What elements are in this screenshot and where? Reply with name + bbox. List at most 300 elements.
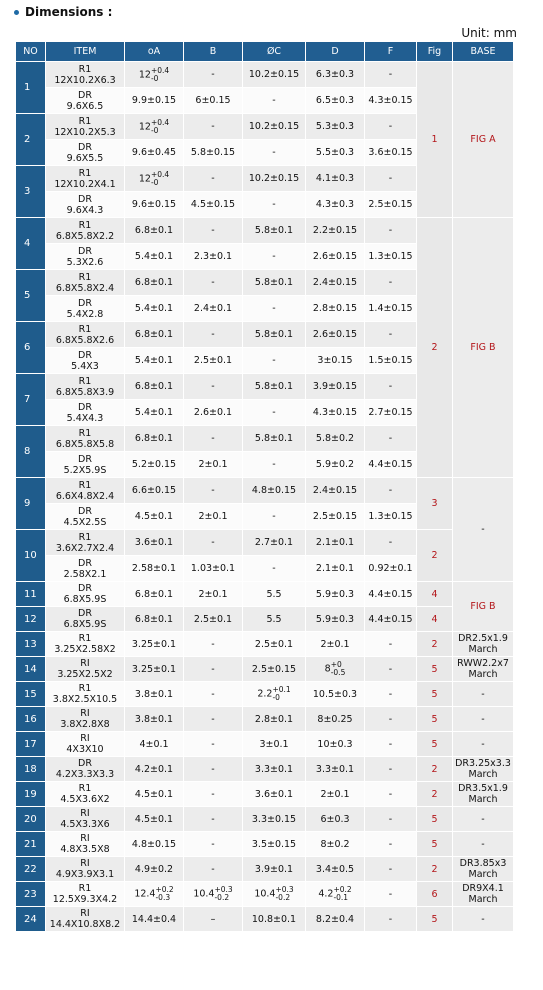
b-tolerance: +0.3 -0.2 — [214, 885, 233, 902]
base-cell: RWW2.2x7 March — [453, 657, 514, 682]
header-row — [16, 42, 514, 62]
c-tolerance: +0.3 -0.2 — [275, 885, 294, 902]
table-row — [16, 530, 514, 556]
row-number: 20 — [16, 807, 46, 832]
section-title: Dimensions : — [25, 5, 113, 19]
table-row — [16, 62, 514, 88]
b-cell: - — [184, 832, 243, 857]
b-cell: - — [184, 322, 243, 348]
d-cell: 2.5±0.15 — [306, 504, 365, 530]
d-cell: 4.3±0.3 — [306, 192, 365, 218]
base-cell: - — [453, 682, 514, 707]
f-cell: - — [365, 322, 417, 348]
item-cell: R1 3.25X2.58X2 — [46, 632, 125, 657]
c-cell: - — [243, 452, 306, 478]
b-cell: - — [184, 530, 243, 556]
base-cell: DR9X4.1 March — [453, 882, 514, 907]
f-cell: - — [365, 426, 417, 452]
base-cell: FIG B — [453, 218, 514, 478]
table-row — [16, 707, 514, 732]
row-number: 19 — [16, 782, 46, 807]
d-cell: 2.6±0.15 — [306, 244, 365, 270]
base-cell: DR3.85x3 March — [453, 857, 514, 882]
oa-cell: 14.4±0.4 — [125, 907, 184, 932]
col-header-no: NO — [16, 42, 46, 62]
item-cell: DR 9.6X5.5 — [46, 140, 125, 166]
oa-cell: 5.4±0.1 — [125, 348, 184, 374]
table-row — [16, 632, 514, 657]
row-number: 16 — [16, 707, 46, 732]
oa-cell: 4.5±0.1 — [125, 807, 184, 832]
item-cell: DR 5.2X5.9S — [46, 452, 125, 478]
fig-cell: 2 — [417, 632, 453, 657]
fig-cell: 2 — [417, 218, 453, 478]
d-cell: 5.9±0.3 — [306, 582, 365, 607]
c-cell: 10.2±0.15 — [243, 114, 306, 140]
fig-cell: 5 — [417, 707, 453, 732]
f-cell: - — [365, 530, 417, 556]
oa-value: 12.4 — [134, 888, 156, 900]
b-cell: - — [184, 218, 243, 244]
b-cell: 5.8±0.15 — [184, 140, 243, 166]
row-number: 18 — [16, 757, 46, 782]
f-cell: - — [365, 857, 417, 882]
row-number: 1 — [16, 62, 46, 114]
d-cell: 8±0.2 — [306, 832, 365, 857]
fig-cell: 5 — [417, 732, 453, 757]
row-number: 8 — [16, 426, 46, 478]
d-tolerance: +0.2 -0.1 — [333, 885, 352, 902]
bullet-icon — [14, 10, 19, 15]
row-number: 5 — [16, 270, 46, 322]
f-cell: 0.92±0.1 — [365, 556, 417, 582]
item-cell: RI 4X3X10 — [46, 732, 125, 757]
oa-cell: 5.4±0.1 — [125, 296, 184, 322]
oa-cell: 6.8±0.1 — [125, 218, 184, 244]
item-cell: R1 6.8X5.8X3.9 — [46, 374, 125, 400]
oa-tolerance: +0.2 -0.3 — [155, 885, 174, 902]
table-row — [16, 907, 514, 932]
b-value: 10.4 — [193, 888, 215, 900]
b-cell: 2±0.1 — [184, 504, 243, 530]
f-cell: 3.6±0.15 — [365, 140, 417, 166]
oa-cell: 9.9±0.15 — [125, 88, 184, 114]
b-cell: 2.3±0.1 — [184, 244, 243, 270]
item-cell: RI 14.4X10.8X8.2 — [46, 907, 125, 932]
base-cell: - — [453, 907, 514, 932]
b-cell: 2±0.1 — [184, 582, 243, 607]
f-cell: - — [365, 832, 417, 857]
d-cell — [306, 657, 365, 682]
oa-cell: 4.5±0.1 — [125, 782, 184, 807]
item-cell: R1 12.5X9.3X4.2 — [46, 882, 125, 907]
oa-cell: 9.6±0.15 — [125, 192, 184, 218]
b-cell: - — [184, 426, 243, 452]
fig-cell: 2 — [417, 782, 453, 807]
item-cell: R1 12X10.2X5.3 — [46, 114, 125, 140]
d-cell: 2±0.1 — [306, 632, 365, 657]
f-cell: - — [365, 374, 417, 400]
oa-cell — [125, 114, 184, 140]
c-cell: 5.8±0.1 — [243, 374, 306, 400]
item-cell: RI 3.25X2.5X2 — [46, 657, 125, 682]
row-number: 9 — [16, 478, 46, 530]
c-cell: 3.6±0.1 — [243, 782, 306, 807]
f-cell: - — [365, 732, 417, 757]
f-cell: - — [365, 114, 417, 140]
item-cell: DR 9.6X6.5 — [46, 88, 125, 114]
row-number: 7 — [16, 374, 46, 426]
row-number: 4 — [16, 218, 46, 270]
b-cell: – — [184, 907, 243, 932]
d-cell: 2.4±0.15 — [306, 270, 365, 296]
d-cell: 10.5±0.3 — [306, 682, 365, 707]
fig-cell: 4 — [417, 607, 453, 632]
base-cell: FIG B — [453, 582, 514, 632]
row-number: 12 — [16, 607, 46, 632]
b-cell: - — [184, 782, 243, 807]
c-cell: - — [243, 192, 306, 218]
table-row — [16, 807, 514, 832]
item-cell: R1 12X10.2X6.3 — [46, 62, 125, 88]
f-cell: - — [365, 270, 417, 296]
b-cell: 6±0.15 — [184, 88, 243, 114]
c-cell: 3.3±0.1 — [243, 757, 306, 782]
row-number: 17 — [16, 732, 46, 757]
oa-cell: 3.25±0.1 — [125, 657, 184, 682]
oa-cell: 4.9±0.2 — [125, 857, 184, 882]
c-cell: 2.5±0.1 — [243, 632, 306, 657]
oa-cell: 6.8±0.1 — [125, 582, 184, 607]
table-row — [16, 478, 514, 504]
f-cell: - — [365, 166, 417, 192]
item-cell: RI 4.5X3.3X6 — [46, 807, 125, 832]
oa-cell — [125, 166, 184, 192]
f-cell: - — [365, 707, 417, 732]
c-cell: 3.3±0.15 — [243, 807, 306, 832]
base-cell: - — [453, 807, 514, 832]
unit-label: Unit: mm — [461, 26, 517, 40]
oa-cell: 6.8±0.1 — [125, 374, 184, 400]
fig-cell: 6 — [417, 882, 453, 907]
b-cell — [184, 882, 243, 907]
d-cell: 5.8±0.2 — [306, 426, 365, 452]
row-number: 23 — [16, 882, 46, 907]
oa-cell: 3.8±0.1 — [125, 682, 184, 707]
oa-cell: 9.6±0.45 — [125, 140, 184, 166]
f-cell: 4.3±0.15 — [365, 88, 417, 114]
c-cell: 5.5 — [243, 607, 306, 632]
item-cell: DR 2.58X2.1 — [46, 556, 125, 582]
oa-cell: 2.58±0.1 — [125, 556, 184, 582]
table-row — [16, 607, 514, 632]
table-row — [16, 782, 514, 807]
b-cell: - — [184, 166, 243, 192]
col-header-c: ØC — [243, 42, 306, 62]
oa-cell: 3.25±0.1 — [125, 632, 184, 657]
oa-value: 12 — [138, 121, 151, 132]
c-cell: - — [243, 244, 306, 270]
d-tolerance: +0 -0.5 — [330, 660, 346, 677]
c-cell: - — [243, 348, 306, 374]
oa-tolerance: +0.4 -0 — [150, 117, 170, 135]
table-row — [16, 682, 514, 707]
fig-cell: 2 — [417, 857, 453, 882]
f-cell: - — [365, 657, 417, 682]
b-cell: 2.4±0.1 — [184, 296, 243, 322]
oa-cell: 5.2±0.15 — [125, 452, 184, 478]
d-cell: 8.2±0.4 — [306, 907, 365, 932]
f-cell: - — [365, 782, 417, 807]
b-cell: - — [184, 270, 243, 296]
col-header-b: B — [184, 42, 243, 62]
item-cell: R1 3.6X2.7X2.4 — [46, 530, 125, 556]
b-cell: - — [184, 478, 243, 504]
base-cell: DR2.5x1.9 March — [453, 632, 514, 657]
f-cell: - — [365, 682, 417, 707]
c-cell: 2.5±0.15 — [243, 657, 306, 682]
oa-cell: 5.4±0.1 — [125, 244, 184, 270]
b-cell: - — [184, 732, 243, 757]
fig-cell: 3 — [417, 478, 453, 530]
d-cell: 6±0.3 — [306, 807, 365, 832]
c-cell: - — [243, 556, 306, 582]
fig-cell: 5 — [417, 657, 453, 682]
d-cell: 6.3±0.3 — [306, 62, 365, 88]
table-row — [16, 582, 514, 607]
table-row — [16, 657, 514, 682]
f-cell: - — [365, 882, 417, 907]
c-value: 2.2 — [257, 688, 273, 700]
d-cell: 5.3±0.3 — [306, 114, 365, 140]
item-cell: R1 3.8X2.5X10.5 — [46, 682, 125, 707]
b-cell: - — [184, 707, 243, 732]
base-cell: - — [453, 732, 514, 757]
b-cell: - — [184, 62, 243, 88]
item-cell: DR 5.4X3 — [46, 348, 125, 374]
oa-cell: 4.5±0.1 — [125, 504, 184, 530]
col-header-item: ITEM — [46, 42, 125, 62]
base-cell: DR3.5x1.9 March — [453, 782, 514, 807]
item-cell: DR 6.8X5.9S — [46, 607, 125, 632]
d-cell: 3.9±0.15 — [306, 374, 365, 400]
fig-cell: 2 — [417, 530, 453, 582]
table-row — [16, 882, 514, 907]
c-cell: 2.7±0.1 — [243, 530, 306, 556]
d-cell: 3±0.15 — [306, 348, 365, 374]
c-cell: 3±0.1 — [243, 732, 306, 757]
oa-value: 12 — [138, 69, 151, 80]
row-number: 15 — [16, 682, 46, 707]
row-number: 14 — [16, 657, 46, 682]
c-cell: - — [243, 504, 306, 530]
f-cell: 1.5±0.15 — [365, 348, 417, 374]
item-cell: RI 3.8X2.8X8 — [46, 707, 125, 732]
fig-cell: 4 — [417, 582, 453, 607]
f-cell: 1.3±0.15 — [365, 504, 417, 530]
c-cell: 10.2±0.15 — [243, 166, 306, 192]
base-cell: DR3.25x3.3 March — [453, 757, 514, 782]
f-cell: - — [365, 757, 417, 782]
c-cell: - — [243, 296, 306, 322]
c-cell: 5.8±0.1 — [243, 322, 306, 348]
row-number: 6 — [16, 322, 46, 374]
table-row — [16, 218, 514, 244]
item-cell: R1 6.8X5.8X5.8 — [46, 426, 125, 452]
fig-cell: 1 — [417, 62, 453, 218]
oa-tolerance: +0.4 -0 — [150, 169, 170, 187]
dimensions-table — [15, 41, 514, 932]
c-cell: 5.8±0.1 — [243, 426, 306, 452]
base-cell: - — [453, 478, 514, 582]
base-cell: - — [453, 707, 514, 732]
c-cell: 5.5 — [243, 582, 306, 607]
d-cell: 4.1±0.3 — [306, 166, 365, 192]
oa-cell: 6.8±0.1 — [125, 426, 184, 452]
f-cell: - — [365, 478, 417, 504]
oa-cell: 4.8±0.15 — [125, 832, 184, 857]
d-cell: 2.1±0.1 — [306, 556, 365, 582]
d-cell: 2.1±0.1 — [306, 530, 365, 556]
row-number: 2 — [16, 114, 46, 166]
d-cell: 5.9±0.3 — [306, 607, 365, 632]
f-cell: 1.3±0.15 — [365, 244, 417, 270]
c-cell: 5.8±0.1 — [243, 270, 306, 296]
section-heading — [10, 3, 112, 21]
item-cell: R1 6.6X4.8X2.4 — [46, 478, 125, 504]
d-cell — [306, 882, 365, 907]
item-cell: DR 5.4X2.8 — [46, 296, 125, 322]
d-cell: 5.5±0.3 — [306, 140, 365, 166]
item-cell: R1 4.5X3.6X2 — [46, 782, 125, 807]
d-cell: 5.9±0.2 — [306, 452, 365, 478]
base-cell: - — [453, 832, 514, 857]
fig-cell: 5 — [417, 807, 453, 832]
c-cell — [243, 882, 306, 907]
row-number: 10 — [16, 530, 46, 582]
oa-cell: 4±0.1 — [125, 732, 184, 757]
d-value: 4.2 — [318, 888, 334, 900]
oa-cell: 6.8±0.1 — [125, 270, 184, 296]
d-cell: 2.4±0.15 — [306, 478, 365, 504]
col-header-f: F — [365, 42, 417, 62]
item-cell: DR 4.2X3.3X3.3 — [46, 757, 125, 782]
f-cell: 2.7±0.15 — [365, 400, 417, 426]
oa-cell: 5.4±0.1 — [125, 400, 184, 426]
c-cell: 3.5±0.15 — [243, 832, 306, 857]
d-cell: 4.3±0.15 — [306, 400, 365, 426]
oa-value: 12 — [138, 173, 151, 184]
b-cell: 1.03±0.1 — [184, 556, 243, 582]
item-cell: R1 12X10.2X4.1 — [46, 166, 125, 192]
f-cell: 4.4±0.15 — [365, 607, 417, 632]
f-cell: - — [365, 62, 417, 88]
c-tolerance: +0.1 -0 — [272, 685, 291, 702]
b-cell: - — [184, 682, 243, 707]
b-cell: - — [184, 632, 243, 657]
row-number: 24 — [16, 907, 46, 932]
b-cell: - — [184, 114, 243, 140]
c-cell: 2.8±0.1 — [243, 707, 306, 732]
f-cell: 2.5±0.15 — [365, 192, 417, 218]
c-cell: - — [243, 140, 306, 166]
fig-cell: 5 — [417, 907, 453, 932]
fig-cell: 5 — [417, 682, 453, 707]
c-cell: 3.9±0.1 — [243, 857, 306, 882]
d-cell: 3.4±0.5 — [306, 857, 365, 882]
col-header-fig: Fig — [417, 42, 453, 62]
f-cell: - — [365, 632, 417, 657]
row-number: 13 — [16, 632, 46, 657]
item-cell: DR 5.4X4.3 — [46, 400, 125, 426]
d-value: 8 — [324, 663, 331, 675]
item-cell: DR 6.8X5.9S — [46, 582, 125, 607]
d-cell: 2.6±0.15 — [306, 322, 365, 348]
d-cell: 3.3±0.1 — [306, 757, 365, 782]
item-cell: R1 6.8X5.8X2.6 — [46, 322, 125, 348]
b-cell: - — [184, 757, 243, 782]
table-row — [16, 732, 514, 757]
d-cell: 2±0.1 — [306, 782, 365, 807]
table-row — [16, 832, 514, 857]
d-cell: 2.8±0.15 — [306, 296, 365, 322]
c-cell: 5.8±0.1 — [243, 218, 306, 244]
d-cell: 8±0.25 — [306, 707, 365, 732]
item-cell: RI 4.8X3.5X8 — [46, 832, 125, 857]
c-cell: 10.8±0.1 — [243, 907, 306, 932]
oa-cell — [125, 62, 184, 88]
oa-tolerance: +0.4 -0 — [150, 65, 170, 83]
table-row — [16, 757, 514, 782]
c-cell: - — [243, 400, 306, 426]
row-number: 3 — [16, 166, 46, 218]
b-cell: 2.6±0.1 — [184, 400, 243, 426]
b-cell: 2.5±0.1 — [184, 348, 243, 374]
b-cell: - — [184, 374, 243, 400]
c-cell: 4.8±0.15 — [243, 478, 306, 504]
col-header-base: BASE — [453, 42, 514, 62]
row-number: 21 — [16, 832, 46, 857]
c-cell — [243, 682, 306, 707]
item-cell: R1 6.8X5.8X2.2 — [46, 218, 125, 244]
oa-cell: 3.6±0.1 — [125, 530, 184, 556]
oa-cell: 6.6±0.15 — [125, 478, 184, 504]
f-cell: - — [365, 907, 417, 932]
table-row — [16, 857, 514, 882]
item-cell: DR 9.6X4.3 — [46, 192, 125, 218]
base-cell: FIG A — [453, 62, 514, 218]
b-cell: 2±0.1 — [184, 452, 243, 478]
b-cell: - — [184, 657, 243, 682]
f-cell: 4.4±0.15 — [365, 582, 417, 607]
oa-cell: 6.8±0.1 — [125, 607, 184, 632]
f-cell: 4.4±0.15 — [365, 452, 417, 478]
d-cell: 10±0.3 — [306, 732, 365, 757]
item-cell: R1 6.8X5.8X2.4 — [46, 270, 125, 296]
b-cell: - — [184, 807, 243, 832]
oa-cell: 6.8±0.1 — [125, 322, 184, 348]
item-cell: DR 4.5X2.5S — [46, 504, 125, 530]
oa-cell — [125, 882, 184, 907]
oa-cell: 3.8±0.1 — [125, 707, 184, 732]
d-cell: 2.2±0.15 — [306, 218, 365, 244]
fig-cell: 5 — [417, 832, 453, 857]
c-cell: 10.2±0.15 — [243, 62, 306, 88]
item-cell: DR 5.3X2.6 — [46, 244, 125, 270]
f-cell: - — [365, 218, 417, 244]
oa-cell: 4.2±0.1 — [125, 757, 184, 782]
b-cell: 4.5±0.15 — [184, 192, 243, 218]
